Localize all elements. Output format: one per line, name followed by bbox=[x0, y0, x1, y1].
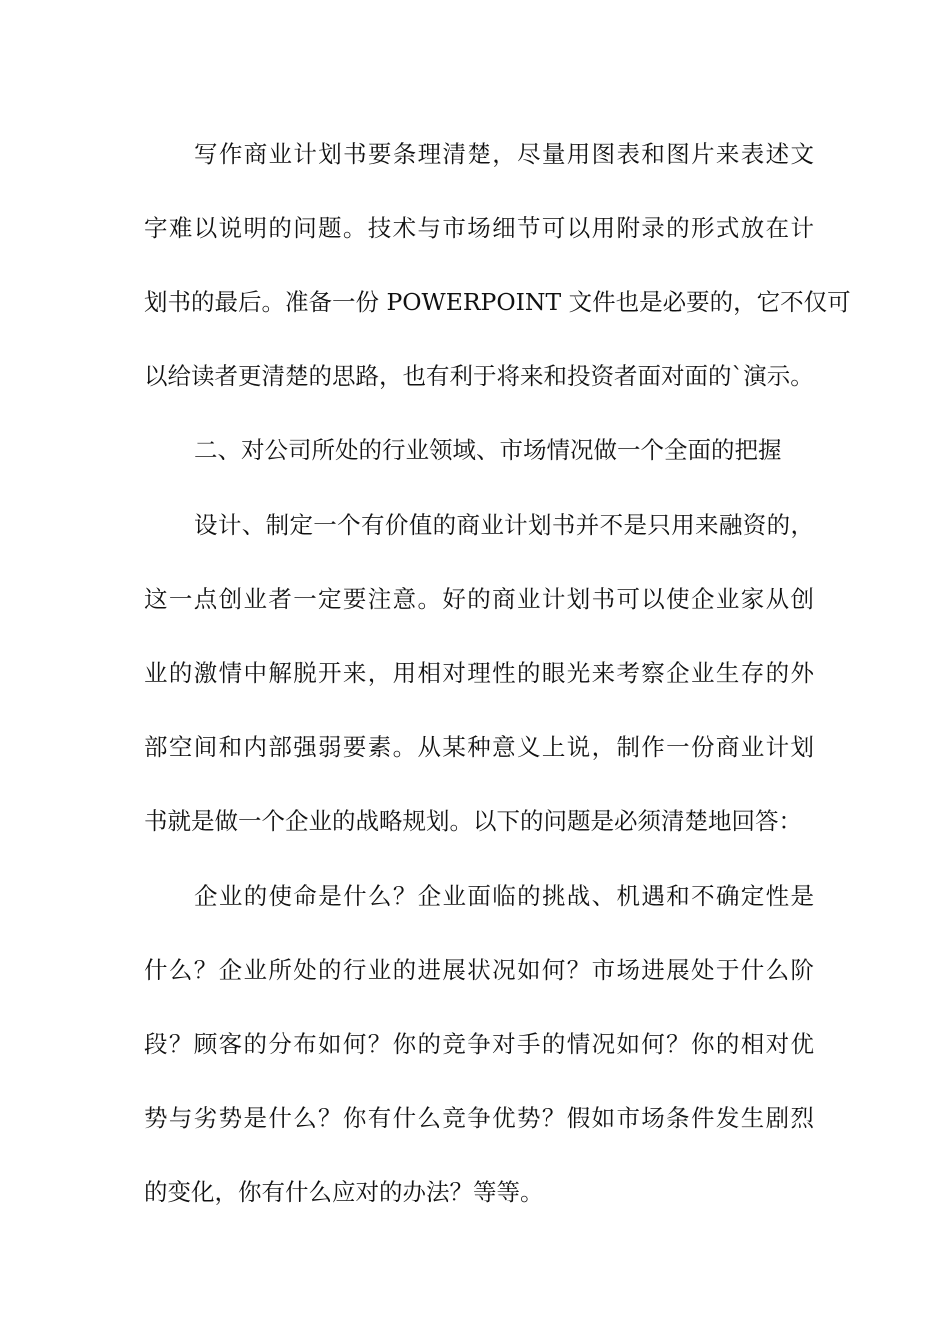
paragraph-2-line-5: 书就是做一个企业的战略规划。以下的问题是必须清楚地回答： bbox=[144, 807, 802, 835]
paragraph-1-line-3: 划书的最后。准备一份 POWERPOINT 文件也是必要的，它不仅可 bbox=[144, 288, 851, 316]
paragraph-1-line-4: 以给读者更清楚的思路，也有利于将来和投资者面对面的`演示。 bbox=[144, 362, 814, 390]
paragraph-2-line-3: 业的激情中解脱开来，用相对理性的眼光来考察企业生存的外 bbox=[144, 659, 814, 687]
paragraph-3-line-5: 的变化，你有什么应对的办法？等等。 bbox=[144, 1178, 544, 1206]
paragraph-3-line-1: 企业的使命是什么？企业面临的挑战、机遇和不确定性是 bbox=[194, 882, 814, 910]
paragraph-2-line-4: 部空间和内部强弱要素。从某种意义上说，制作一份商业计划 bbox=[144, 733, 814, 761]
section-heading: 二、对公司所处的行业领域、市场情况做一个全面的把握 bbox=[194, 436, 782, 464]
paragraph-3-line-2: 什么？企业所处的行业的进展状况如何？市场进展处于什么阶 bbox=[144, 956, 814, 984]
paragraph-2-line-2: 这一点创业者一定要注意。好的商业计划书可以使企业家从创 bbox=[144, 585, 814, 613]
paragraph-2-line-1: 设计、制定一个有价值的商业计划书并不是只用来融资的， bbox=[194, 511, 814, 539]
paragraph-1-line-1: 写作商业计划书要条理清楚，尽量用图表和图片来表述文 bbox=[194, 140, 814, 168]
paragraph-1-line-2: 字难以说明的问题。技术与市场细节可以用附录的形式放在计 bbox=[144, 214, 814, 242]
paragraph-3-line-4: 势与劣势是什么？你有什么竞争优势？假如市场条件发生剧烈 bbox=[144, 1104, 814, 1132]
paragraph-3-line-3: 段？顾客的分布如何？你的竞争对手的情况如何？你的相对优 bbox=[144, 1030, 814, 1058]
